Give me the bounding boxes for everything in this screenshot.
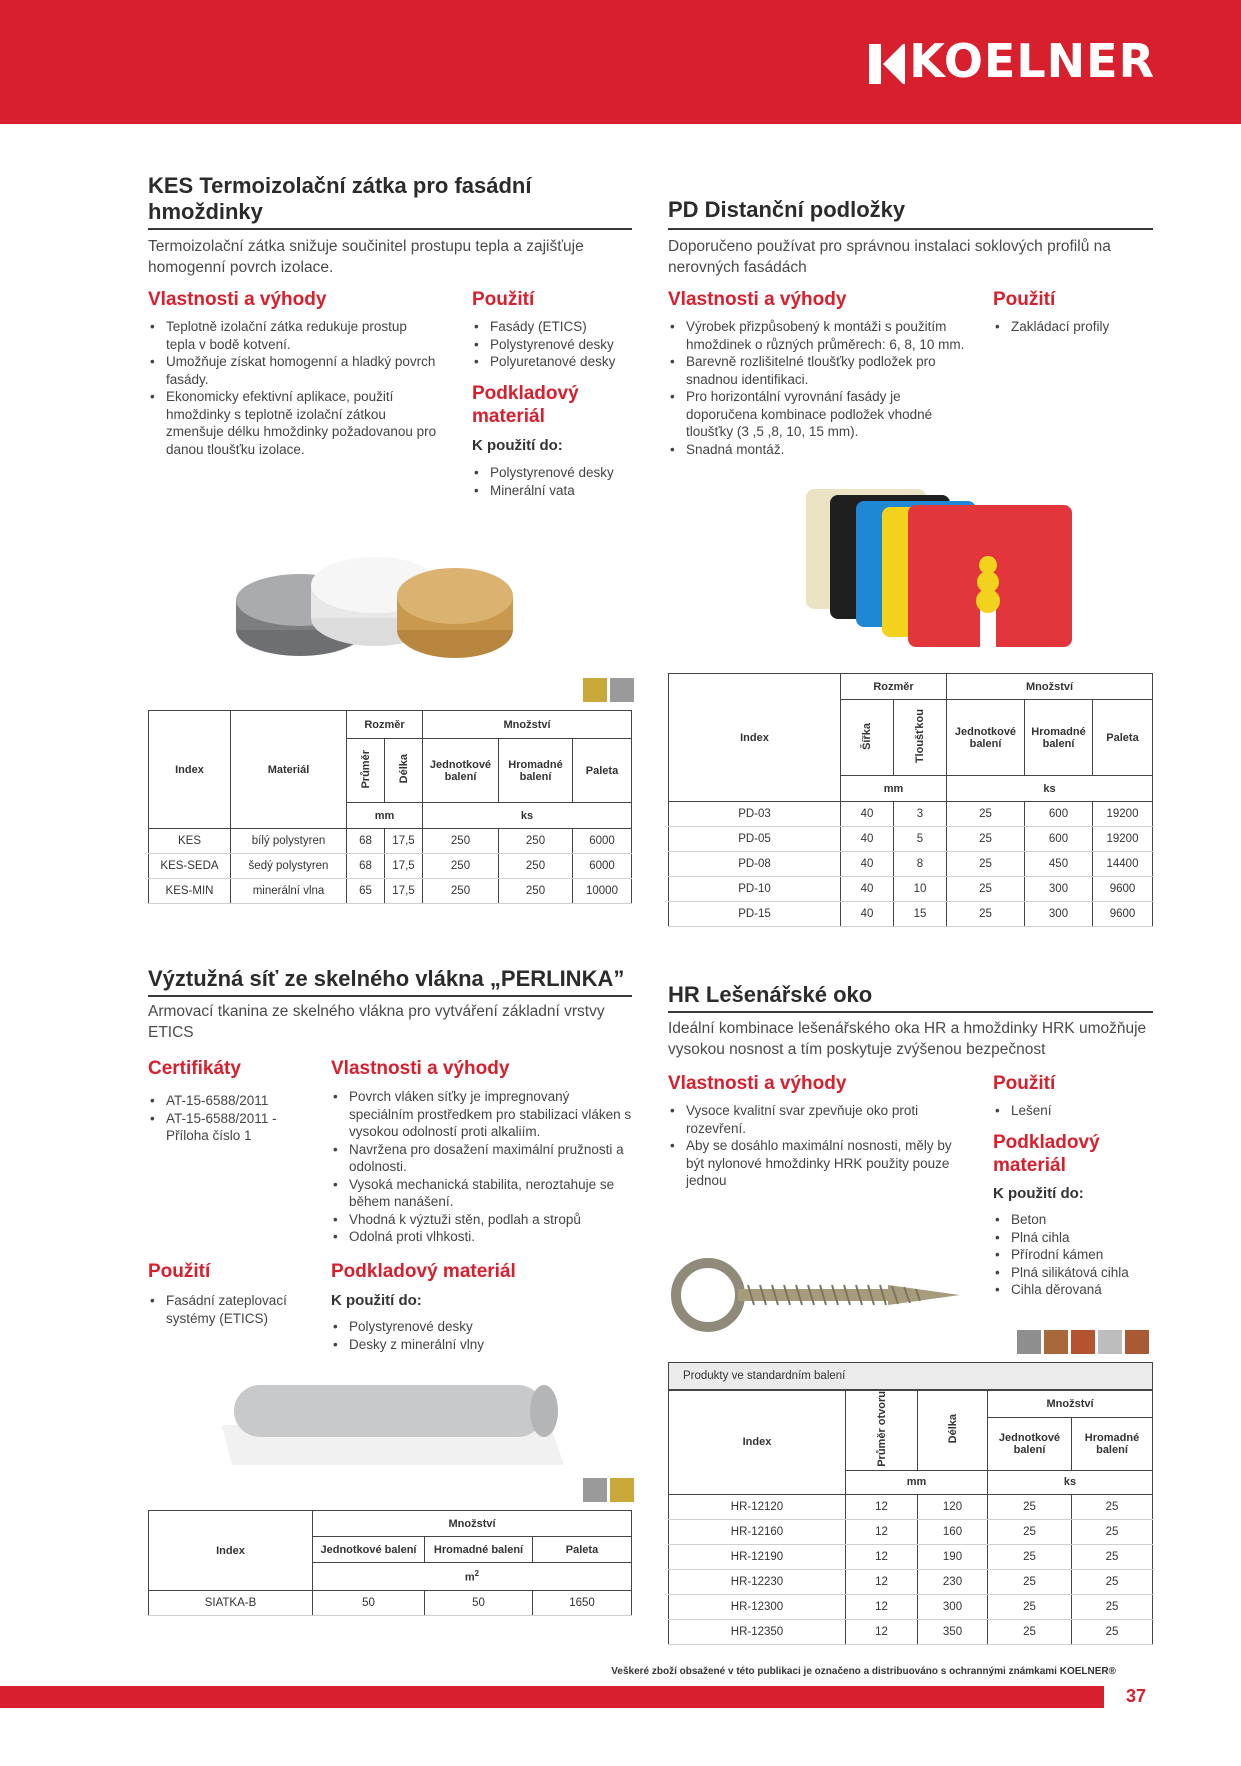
list-item: • Lešení: [993, 1102, 1153, 1120]
list-item: • Odolná proti vlhkosti.: [331, 1228, 633, 1246]
perlinka-props-heading: Vlastnosti a výhody: [331, 1058, 510, 1079]
table-header: Průměr otvoru: [875, 1391, 888, 1467]
table-header: Množství: [988, 1391, 1153, 1418]
table-row: PD-10 40 10 25 300 9600: [669, 877, 1153, 902]
table-header: Rozměr: [841, 674, 947, 700]
list-item: • Minerální vata: [472, 482, 642, 500]
list-item: • Přírodní kámen: [993, 1246, 1153, 1264]
table-header: Množství: [313, 1511, 632, 1537]
list-item: • Navržena pro dosažení maximální pružnosti a odolnosti.: [331, 1141, 633, 1176]
table-unit: mm: [841, 776, 947, 802]
table-unit: ks: [988, 1470, 1153, 1494]
table-header: Paleta: [1093, 700, 1153, 776]
table-header: Hromadné balení: [425, 1537, 533, 1563]
table-row: KES-MIN minerální vlna 65 17,5 250 250 10000: [149, 879, 632, 904]
table-unit: mm: [347, 803, 423, 829]
perlinka-use-list: [148, 1292, 298, 1327]
list-item: • Vysoká mechanická stabilita, neroztahuje se během nanášení.: [331, 1176, 633, 1211]
hr-table: [668, 1390, 1153, 1645]
footer-bar: [0, 1686, 1104, 1708]
table-unit: ks: [947, 776, 1153, 802]
table-header: Tloušťkou: [914, 708, 926, 764]
insulation-plugs-image: [230, 530, 530, 660]
logo-k-mark-icon: [869, 41, 905, 81]
list-item: • Polystyrenové desky: [472, 464, 642, 482]
eye-screw-image: [668, 1255, 968, 1335]
list-item: • Fasády (ETICS): [472, 318, 642, 336]
kes-material-swatches: [580, 678, 634, 707]
perlinka-base-heading: Podkladový materiál: [331, 1261, 516, 1282]
list-item: • Povrch vláken síťky je impregnovaný speciálním prostředkem pro stabilizaci vláken s vysokou odolností proti alkaliím.: [331, 1088, 633, 1141]
perlinka-cert-list: [148, 1092, 298, 1145]
brick-swatch-icon: [1044, 1330, 1068, 1354]
gold-swatch-icon: [610, 1478, 634, 1502]
perlinka-table: [148, 1510, 632, 1616]
list-item: • AT-15-6588/2011: [148, 1092, 298, 1110]
table-unit: mm: [846, 1470, 988, 1494]
silicate-brick-swatch-icon: [1098, 1330, 1122, 1354]
grey-swatch-icon: [583, 1478, 607, 1502]
list-item: • Snadná montáž.: [668, 441, 968, 459]
list-item: • Výrobek přizpůsobený k montáži s použitím hmoždinek o různých průměrech: 6, 8, 10 mm.: [668, 318, 968, 353]
kes-use-heading: Použití: [472, 289, 535, 310]
kes-props-heading: Vlastnosti a výhody: [148, 289, 327, 310]
table-header: Index: [149, 711, 231, 829]
perlinka-base-sub: K použití do:: [331, 1292, 422, 1309]
table-header: Šířka: [861, 722, 873, 750]
list-item: • Pro horizontální vyrovnání fasády je doporučena kombinace podložek vhodné tloušťky (3 ,5 ,8, 10, 15 mm).: [668, 388, 968, 441]
perlinka-title-rule: [148, 995, 632, 997]
table-row: PD-03 40 3 25 600 19200: [669, 802, 1153, 827]
footer-note: Veškeré zboží obsažené v této publikaci je označeno a distribuováno s ochrannými známkami KOELNER®: [611, 1666, 1116, 1677]
table-unit: ks: [423, 803, 632, 829]
table-row: PD-05 40 5 25 600 19200: [669, 827, 1153, 852]
table-header: Množství: [947, 674, 1153, 700]
list-item: • Plná silikátová cihla: [993, 1264, 1153, 1282]
hr-base-heading: Podkladový materiál: [993, 1132, 1100, 1176]
kes-title: KES Termoizolační zátka pro fasádní hmoždinky: [148, 173, 532, 224]
list-item: • Polystyrenové desky: [331, 1318, 611, 1336]
table-unit: $m^2$: [313, 1563, 632, 1591]
list-item: • Teplotně izolační zátka redukuje prostup tepla v bodě kotvení.: [148, 318, 438, 353]
table-header: Jednotkové balení: [988, 1418, 1072, 1471]
grey-swatch-icon: [610, 678, 634, 702]
hr-table-caption: Produkty ve standardním balení: [668, 1362, 1153, 1390]
table-header: Paleta: [573, 739, 632, 803]
kes-base-sub: K použití do:: [472, 437, 563, 454]
perlinka-material-swatches: [580, 1478, 634, 1507]
table-header: Rozměr: [347, 711, 423, 739]
table-header: Jednotkové balení: [947, 700, 1025, 776]
perlinka-lead: Armovací tkanina ze skelného vlákna pro vytváření základní vrstvy ETICS: [148, 1003, 605, 1041]
table-row: HR-12230 12 230 25 25: [669, 1569, 1153, 1594]
kes-props-list: [148, 318, 438, 458]
page-number: 37: [1126, 1686, 1147, 1706]
table-header: Jednotkové balení: [313, 1537, 425, 1563]
list-item: • Zakládací profily: [993, 318, 1153, 336]
table-row: KES-SEDA šedý polystyren 68 17,5 250 250 6000: [149, 854, 632, 879]
gold-swatch-icon: [583, 678, 607, 702]
pd-props-list: [668, 318, 968, 458]
list-item: • Beton: [993, 1211, 1153, 1229]
table-row: HR-12300 12 300 25 25: [669, 1594, 1153, 1619]
hr-material-swatches: [1014, 1330, 1149, 1359]
logo-text: KOELNER: [909, 34, 1155, 88]
hr-title: HR Lešenářské oko: [668, 982, 873, 1007]
list-item: • Aby se dosáhlo maximální nosnosti, měly by být nylonové hmoždinky HRK použity pouze jednou: [668, 1137, 968, 1190]
kes-table: [148, 710, 632, 904]
hr-base-sub: K použití do:: [993, 1185, 1084, 1202]
pd-props-heading: Vlastnosti a výhody: [668, 289, 847, 310]
list-item: • Umožňuje získat homogenní a hladký povrch fasády.: [148, 353, 438, 388]
pd-table: [668, 673, 1153, 927]
table-header: Index: [669, 1391, 846, 1495]
pd-lead: Doporučeno používat pro správnou instalaci soklových profilů na nerovných fasádách: [668, 238, 1111, 276]
list-item: • Ekonomicky efektivní aplikace, použití hmoždinky s teplotně izolační zátkou zmenšuje délku hmoždinky požadovanou pro danou tloušťku izolace.: [148, 388, 438, 458]
list-item: • AT-15-6588/2011 - Příloha číslo 1: [148, 1110, 298, 1145]
kes-base-heading: Podkladový materiál: [472, 383, 579, 427]
table-header: Hromadné balení: [1072, 1418, 1153, 1471]
list-item: • Fasádní zateplovací systémy (ETICS): [148, 1292, 298, 1327]
table-row: HR-12120 12 120 25 25: [669, 1494, 1153, 1519]
pd-use-heading: Použití: [993, 289, 1056, 310]
mesh-roll-image: [222, 1375, 564, 1465]
table-header: Množství: [423, 711, 632, 739]
table-row: HR-12350 12 350 25 25: [669, 1619, 1153, 1644]
list-item: • Vysoce kvalitní svar zpevňuje oko proti rozevření.: [668, 1102, 968, 1137]
table-header: Délka: [397, 754, 410, 784]
list-item: • Vhodná k výztuži stěn, podlah a stropů: [331, 1211, 633, 1229]
hr-props-heading: Vlastnosti a výhody: [668, 1073, 847, 1094]
table-row: PD-08 40 8 25 450 14400: [669, 852, 1153, 877]
table-header: Průměr: [359, 749, 372, 789]
list-item: • Plná cihla: [993, 1229, 1153, 1247]
table-row: HR-12190 12 190 25 25: [669, 1544, 1153, 1569]
table-row: KES bílý polystyren 68 17,5 250 250 6000: [149, 829, 632, 854]
table-header: Hromadné balení: [1025, 700, 1093, 776]
table-header: Paleta: [533, 1537, 632, 1563]
table-header: Délka: [946, 1414, 959, 1444]
hr-use-heading: Použití: [993, 1073, 1056, 1094]
table-row: HR-12160 12 160 25 25: [669, 1519, 1153, 1544]
list-item: • Desky z minerální vlny: [331, 1336, 611, 1354]
perlinka-props-list: [331, 1088, 633, 1246]
hr-props-list: [668, 1102, 968, 1190]
spacer-shims-image: [800, 485, 1080, 650]
kes-base-list: [472, 464, 642, 499]
pd-title: PD Distanční podložky: [668, 197, 906, 222]
list-item: • Polyuretanové desky: [472, 353, 642, 371]
table-header: Index: [669, 674, 841, 802]
pd-use-list: [993, 318, 1153, 336]
perlinka-title: Výztužná síť ze skelného vlákna „PERLINKA”: [148, 966, 625, 991]
pd-title-rule: [668, 228, 1153, 230]
koelner-logo: [869, 34, 1155, 88]
table-header: Jednotkové balení: [423, 739, 499, 803]
list-item: • Polystyrenové desky: [472, 336, 642, 354]
hollow-brick-swatch-icon: [1125, 1330, 1149, 1354]
perlinka-use-heading: Použití: [148, 1261, 211, 1282]
table-row: PD-15 40 15 25 300 9600: [669, 902, 1153, 927]
concrete-swatch-icon: [1017, 1330, 1041, 1354]
list-item: • Cihla děrovaná: [993, 1281, 1153, 1299]
hr-use-list: [993, 1102, 1153, 1120]
perlinka-cert-heading: Certifikáty: [148, 1058, 241, 1079]
kes-title-rule: [148, 228, 632, 230]
kes-lead: Termoizolační zátka snižuje součinitel prostupu tepla a zajišťuje homogenní povrch izolace.: [148, 238, 584, 276]
kes-use-list: [472, 318, 642, 371]
hr-lead: Ideální kombinace lešenářského oka HR a hmoždinky HRK umožňuje vysokou nosnost a tím poskytuje zvýšenou bezpečnost: [668, 1020, 1147, 1058]
stone-swatch-icon: [1071, 1330, 1095, 1354]
list-item: • Barevně rozlišitelné tloušťky podložek pro snadnou identifikaci.: [668, 353, 968, 388]
hr-title-rule: [668, 1011, 1153, 1013]
perlinka-base-list: [331, 1318, 611, 1353]
table-header: Index: [149, 1511, 313, 1591]
table-header: Materiál: [231, 711, 347, 829]
table-row: SIATKA-B 50 50 1650: [149, 1591, 632, 1616]
hr-base-list: [993, 1211, 1153, 1299]
table-header: Hromadné balení: [499, 739, 573, 803]
